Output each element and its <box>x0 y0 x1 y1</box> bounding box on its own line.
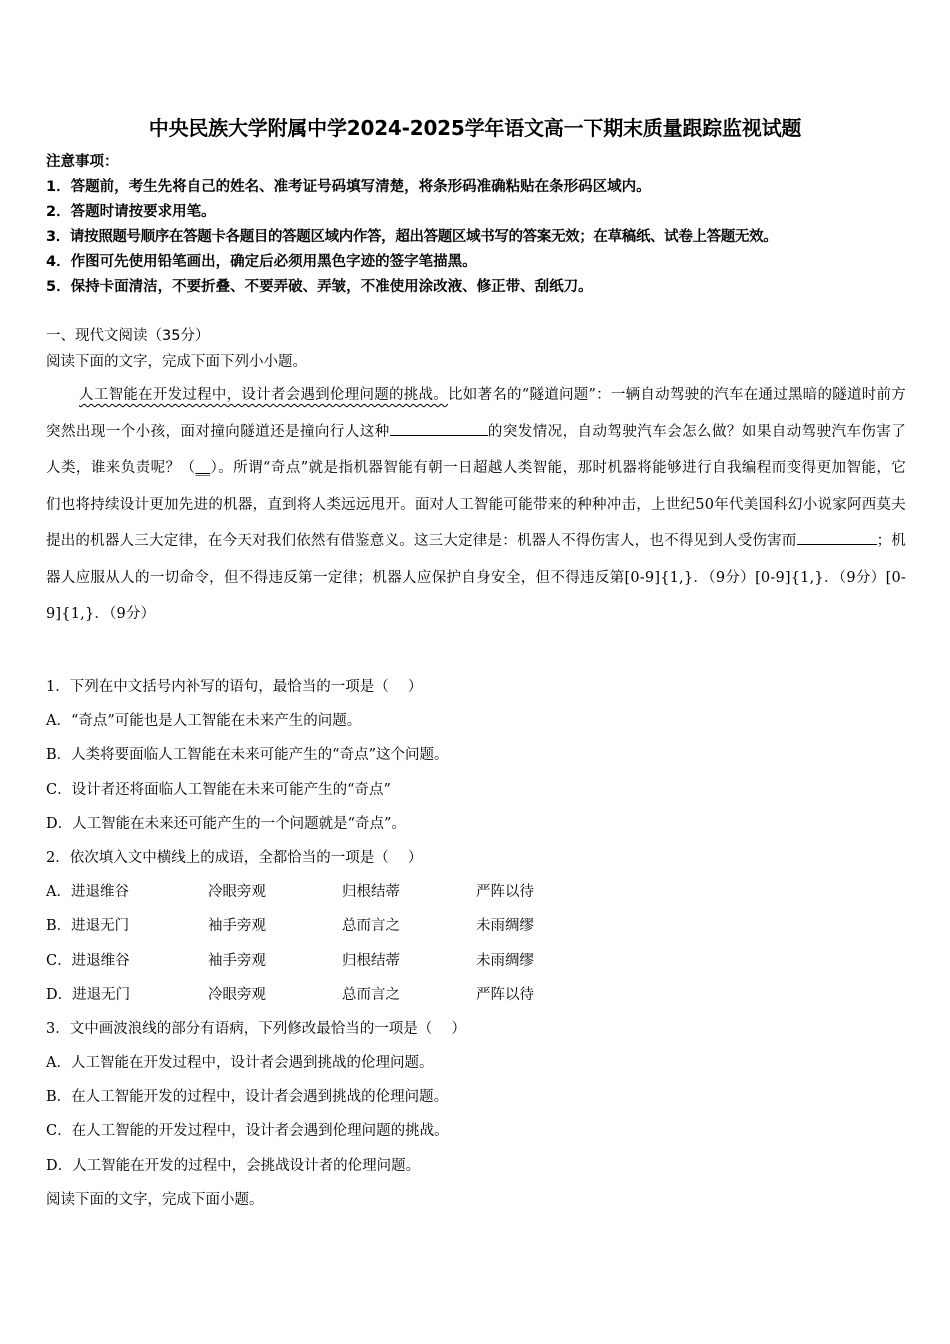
option-c: C．设计者还将面临人工智能在未来可能产生的“奇点” <box>46 781 391 798</box>
option-d: D．人工智能在未来还可能产生的一个问题就是“奇点”。 <box>46 815 406 832</box>
option-b <box>46 909 906 943</box>
option-cell: 归根结蒂 <box>342 884 400 901</box>
passage-text: ）。所谓“奇点”就是指机器智能有朝一日超越人类智能，那时机器将能够进行自我编程而变得更加智能，它们也将持续设计更加先进的机器，直到将人类远远甩开。面对人工智能可能带来的种种冲击，上世纪50年代美国科幻小说家阿西莫夫提出的机器人三大定律，在今天对我们依然有借鉴意义。这三大定律是：机器人不得伤害人，也不得见到人受伤害而 <box>46 460 907 549</box>
option-cell: A．进退维谷 <box>46 884 129 901</box>
option-a: A．人工智能在开发过程中，设计者会遇到挑战的伦理问题。 <box>46 1055 434 1072</box>
passage-text: 的突发情况，自动驾驶汽车会怎么做？如果自动驾驶汽车伤害了人类，谁来负责呢？（ <box>46 423 906 476</box>
question-list <box>46 670 906 1217</box>
passage-text: ；机器人应服从人的一切命令，但不得违反第一定律；机器人应保护自身安全，但不得违反第[0-9]{1,}．（9分）[0-9]{1,}．（9分）[0-9]{1,}．（9分） <box>46 533 906 622</box>
option-cell: 未雨绸缪 <box>476 918 534 935</box>
notice-item: 1．答题前，考生先将自己的姓名、准考证号码填写清楚，将条形码准确粘贴在条形码区域内。 <box>46 179 651 195</box>
option-cell: 未雨绸缪 <box>476 952 534 969</box>
option-c <box>46 944 906 978</box>
paren-blank: __ <box>195 460 211 476</box>
option-a <box>46 875 906 909</box>
option-cell: 冷眼旁观 <box>208 986 266 1003</box>
option-cell: 总而言之 <box>342 986 400 1003</box>
section-heading: 一、现代文阅读（35分） <box>46 328 210 344</box>
option-c: C．在人工智能的开发过程中，设计者会遇到伦理问题的挑战。 <box>46 1123 449 1140</box>
closing-instruction: 阅读下面的文字，完成下面小题。 <box>46 1191 264 1208</box>
option-cell: 袖手旁观 <box>208 918 266 935</box>
option-cell: 冷眼旁观 <box>208 884 266 901</box>
notice-block <box>46 150 916 300</box>
option-cell: 严阵以待 <box>476 986 534 1003</box>
notice-item: 2．答题时请按要求用笔。 <box>46 204 216 220</box>
question-stem: 3．文中画波浪线的部分有语病，下列修改最恰当的一项是（ ） <box>46 1020 466 1037</box>
fill-blank-1 <box>390 421 488 436</box>
passage-text: 比如著名的“隧道问题”：一辆自动驾驶的汽车在通过黑暗的隧道时前方突然出现一个小孩，面对撞向隧道还是撞向行人这种 <box>46 387 906 440</box>
option-cell: B．进退无门 <box>46 918 130 935</box>
notice-item: 3．请按照题号顺序在答题卡各题目的答题区域内作答，超出答题区域书写的答案无效；在草稿纸、试卷上答题无效。 <box>46 229 778 245</box>
option-d: D．人工智能在开发的过程中，会挑战设计者的伦理问题。 <box>46 1157 421 1174</box>
option-cell: 严阵以待 <box>476 884 534 901</box>
option-b: B．在人工智能开发的过程中，设计者会遇到挑战的伦理问题。 <box>46 1089 449 1106</box>
option-d <box>46 978 906 1012</box>
page-title: 中央民族大学附属中学2024-2025学年语文高一下期末质量跟踪监视试题 <box>148 116 802 140</box>
reading-passage <box>46 377 906 633</box>
option-cell: 总而言之 <box>342 918 400 935</box>
question-stem: 1．下列在中文括号内补写的语句，最恰当的一项是（ ） <box>46 679 423 695</box>
option-cell: 袖手旁观 <box>208 952 266 969</box>
notice-item: 4．作图可先使用铅笔画出，确定后必须用黑色字迹的签字笔描黑。 <box>46 254 477 270</box>
option-b: B．人类将要面临人工智能在未来可能产生的“奇点”这个问题。 <box>46 747 449 764</box>
notice-item: 5．保持卡面清洁，不要折叠、不要弄破、弄皱，不准使用涂改液、修正带、刮纸刀。 <box>46 279 593 295</box>
option-cell: D．进退无门 <box>46 986 131 1003</box>
option-cell: 归根结蒂 <box>342 952 400 969</box>
wavy-underlined-sentence: 人工智能在开发过程中，设计者会遇到伦理问题的挑战。 <box>79 387 448 403</box>
option-a: A．“奇点”可能也是人工智能在未来产生的问题。 <box>46 713 362 730</box>
question-stem: 2．依次填入文中横线上的成语，全都恰当的一项是（ ） <box>46 849 423 866</box>
fill-blank-2 <box>797 530 877 545</box>
section-intro: 阅读下面的文字，完成下面下列小小题。 <box>46 354 307 370</box>
notice-heading: 注意事项： <box>46 154 119 170</box>
option-cell: C．进退维谷 <box>46 952 130 969</box>
